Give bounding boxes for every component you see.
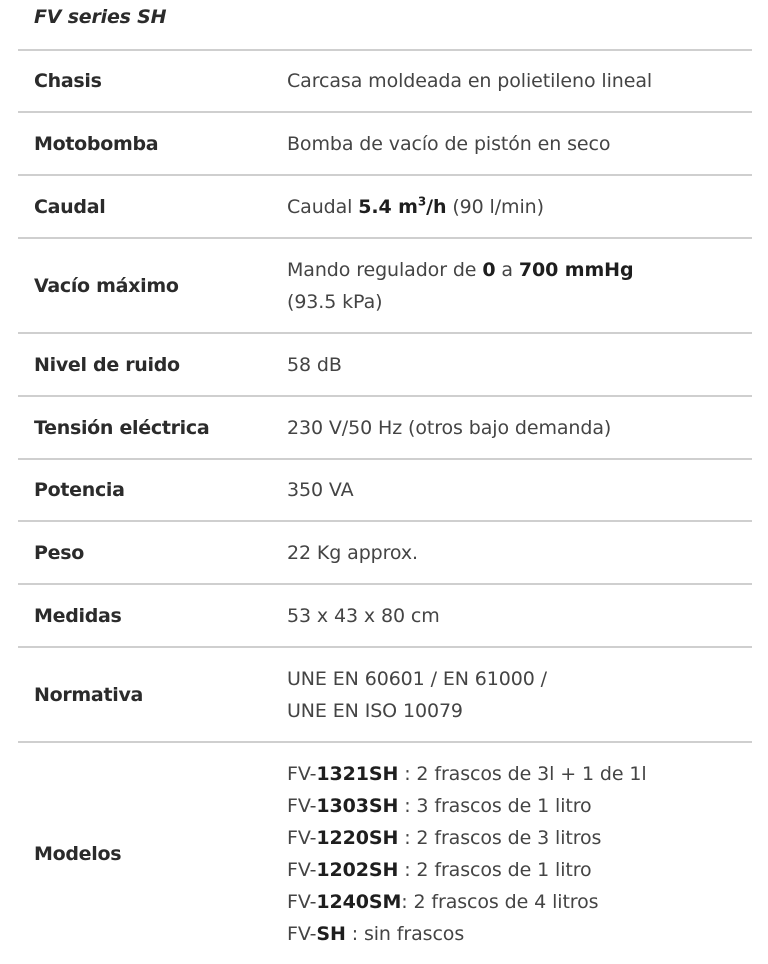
table-row bbox=[18, 459, 752, 521]
row-label: Vacío máximo bbox=[34, 274, 179, 297]
row-value: Carcasa moldeada en polietileno lineal bbox=[287, 70, 653, 92]
model-line: FV-SH : sin frascos bbox=[287, 922, 465, 945]
table-row bbox=[18, 396, 752, 459]
row-label: Nivel de ruido bbox=[34, 353, 180, 376]
table-row bbox=[18, 333, 752, 396]
model-line: FV-1240SM: 2 frascos de 4 litros bbox=[287, 890, 599, 913]
row-value: 230 V/50 Hz (otros bajo demanda) bbox=[287, 416, 612, 439]
model-line: FV-1220SH : 2 frascos de 3 litros bbox=[287, 826, 602, 849]
row-label: Normativa bbox=[34, 683, 144, 706]
row-value: 350 VA bbox=[287, 479, 354, 501]
row-label: Potencia bbox=[34, 479, 125, 501]
table-row bbox=[18, 647, 752, 742]
row-label: Motobomba bbox=[34, 132, 159, 155]
row-label: Tensión eléctrica bbox=[34, 416, 210, 439]
table-row bbox=[18, 50, 752, 112]
model-line: FV-1202SH : 2 frascos de 1 litro bbox=[287, 858, 592, 881]
row-value: Bomba de vacío de pistón en seco bbox=[287, 132, 611, 155]
row-value: 22 Kg approx. bbox=[287, 541, 418, 564]
row-label: Caudal bbox=[34, 195, 106, 218]
model-line: FV-1321SH : 2 frascos de 3l + 1 de 1l bbox=[287, 762, 647, 785]
row-value: 53 x 43 x 80 cm bbox=[287, 604, 440, 627]
row-value: Caudal 5.4 $m^3/h$ (90 l/min) bbox=[287, 194, 544, 218]
table-row bbox=[18, 584, 752, 647]
table-row bbox=[18, 521, 752, 584]
row-label: Chasis bbox=[34, 70, 102, 92]
page-title: FV series SH bbox=[34, 6, 167, 28]
table-row bbox=[18, 238, 752, 333]
row-value: Mando regulador de 0 a 700 mmHg (93.5 kPa) bbox=[287, 258, 634, 313]
row-value bbox=[287, 742, 752, 964]
row-label: Modelos bbox=[34, 842, 122, 865]
table-row bbox=[18, 112, 752, 175]
row-value: 58 dB bbox=[287, 353, 342, 376]
row-label: Medidas bbox=[34, 604, 122, 627]
model-line: FV-1303SH : 3 frascos de 1 litro bbox=[287, 794, 592, 817]
row-value: UNE EN 60601 / EN 61000 / UNE EN ISO 10079 bbox=[287, 667, 547, 722]
table-row bbox=[18, 175, 752, 238]
specs-table bbox=[18, 49, 752, 964]
table-row bbox=[18, 742, 752, 964]
row-label: Peso bbox=[34, 541, 84, 564]
